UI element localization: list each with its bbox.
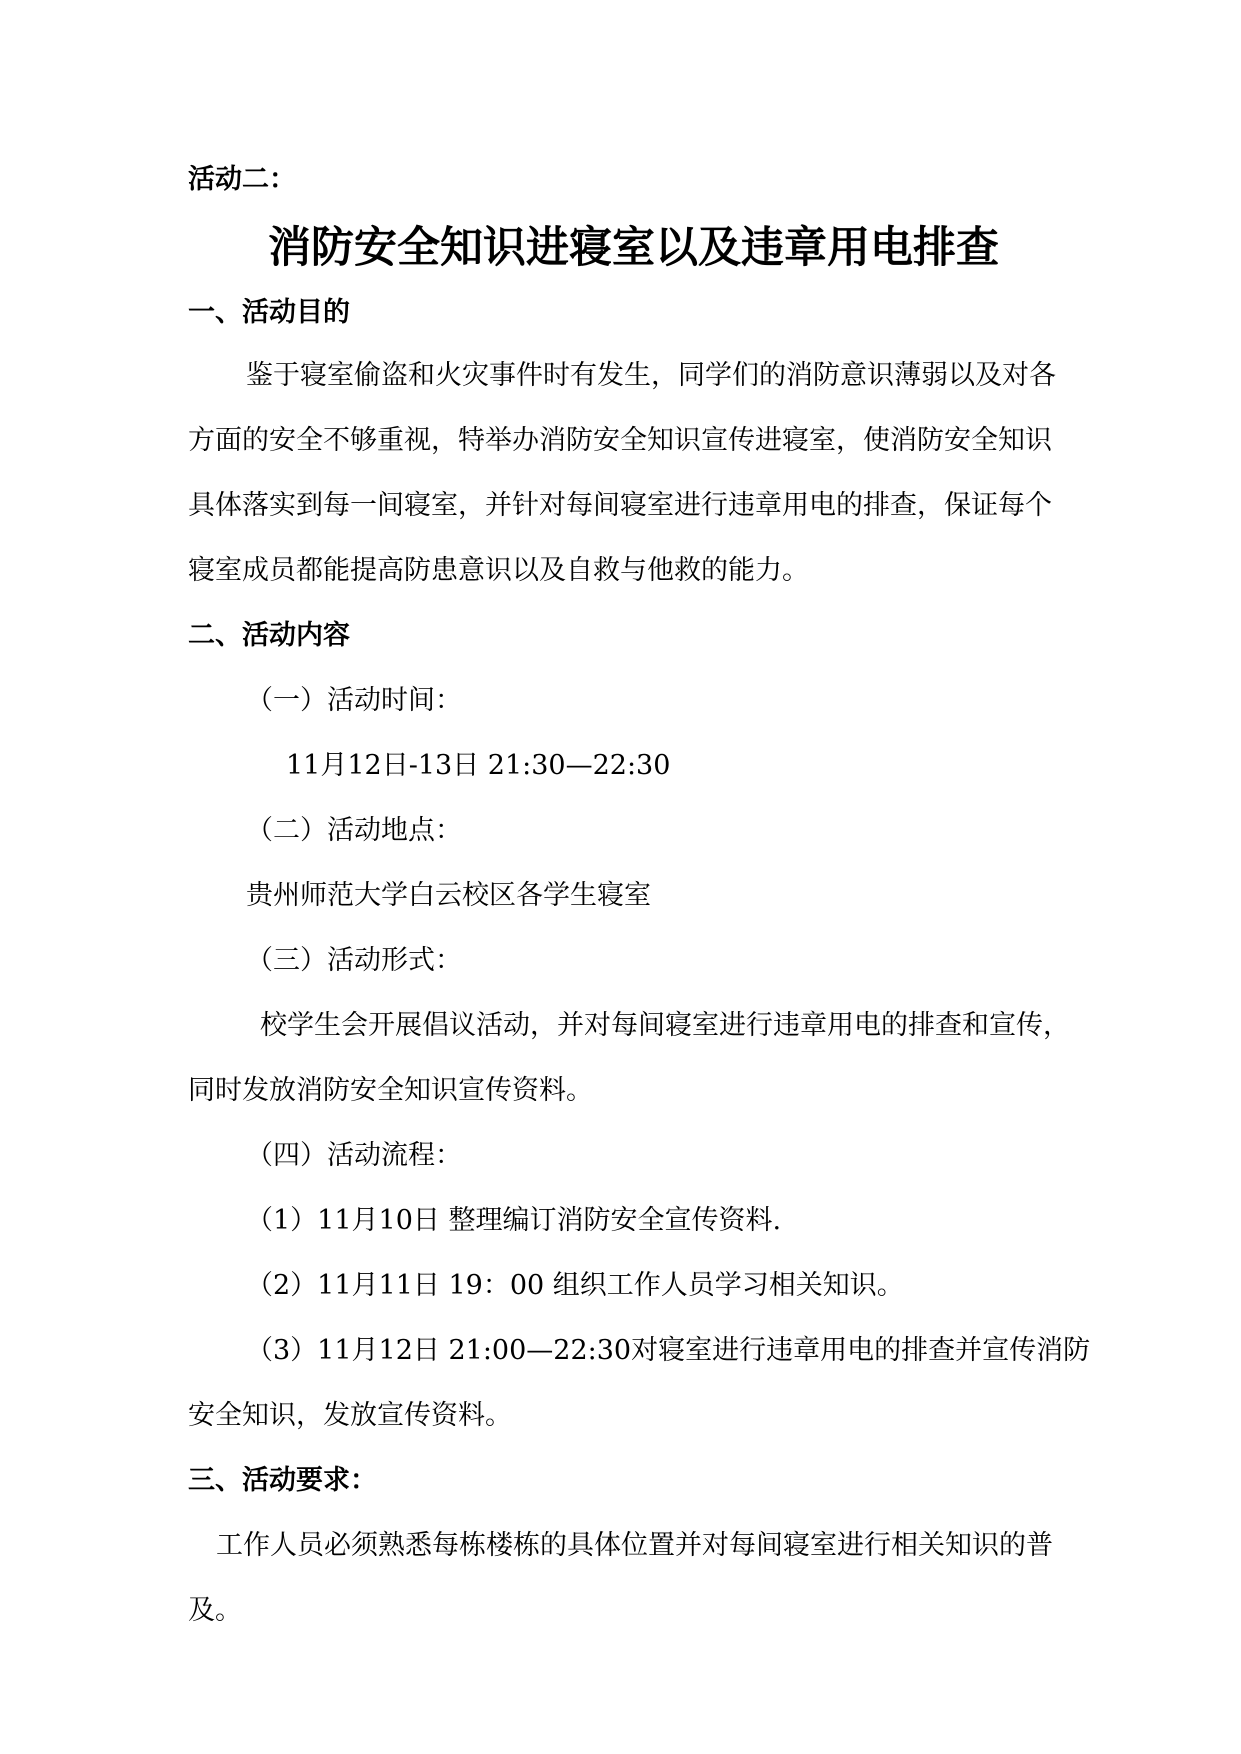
flow-item-3: （3）11月12日 21:00—22:30对寝室进行违章用电的排查并宣传消防 (246, 1335, 1091, 1366)
place-value: 贵州师范大学白云校区各学生寝室 (246, 880, 651, 911)
place-label: （二）活动地点： (246, 815, 462, 846)
form-line-2: 同时发放消防安全知识宣传资料。 (188, 1075, 593, 1106)
section-heading-content: 二、活动内容 (188, 620, 350, 651)
time-value: 11月12日-13日 21:30—22:30 (286, 750, 671, 781)
page-title: 消防安全知识进寝室以及违章用电排查 (268, 223, 999, 273)
purpose-line-4: 寝室成员都能提高防患意识以及自救与他救的能力。 (188, 555, 809, 586)
requirements-line-2: 及。 (188, 1595, 242, 1626)
flow-item-2: （2）11月11日 19：00 组织工作人员学习相关知识。 (246, 1270, 904, 1301)
time-label: （一）活动时间： (246, 685, 462, 716)
section-heading-requirements: 三、活动要求： (188, 1465, 377, 1496)
purpose-line-3: 具体落实到每一间寝室，并针对每间寝室进行违章用电的排查，保证每个 (188, 490, 1052, 521)
activity-label: 活动二： (188, 164, 296, 195)
flow-item-3-cont: 安全知识，发放宣传资料。 (188, 1400, 512, 1431)
purpose-line-2: 方面的安全不够重视，特举办消防安全知识宣传进寝室，使消防安全知识 (188, 425, 1052, 456)
flow-item-1: （1）11月10日 整理编订消防安全宣传资料. (246, 1205, 782, 1236)
form-label: （三）活动形式： (246, 945, 462, 976)
requirements-line-1: 工作人员必须熟悉每栋楼栋的具体位置并对每间寝室进行相关知识的普 (216, 1530, 1053, 1561)
form-line-1: 校学生会开展倡议活动，并对每间寝室进行违章用电的排查和宣传， (260, 1010, 1070, 1041)
flow-label: （四）活动流程： (246, 1140, 462, 1171)
purpose-line-1: 鉴于寝室偷盗和火灾事件时有发生，同学们的消防意识薄弱以及对各 (246, 360, 1056, 391)
section-heading-purpose: 一、活动目的 (188, 297, 350, 328)
